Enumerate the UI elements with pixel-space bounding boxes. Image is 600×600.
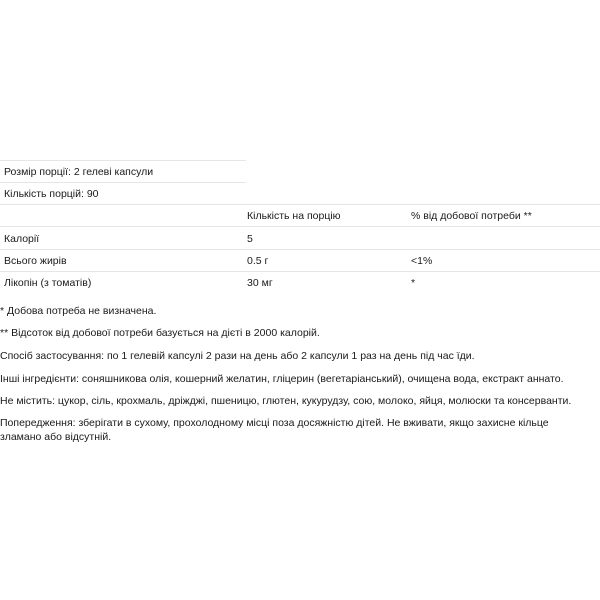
nutrient-name: Калорії (4, 233, 40, 245)
divider (0, 182, 246, 183)
divider (0, 160, 246, 161)
serving-size: Розмір порції: 2 гелеві капсули (4, 166, 154, 178)
nutrient-name: Всього жирів (4, 255, 67, 267)
servings-per-container: Кількість порцій: 90 (4, 188, 99, 200)
warning: Попередження: зберігати в сухому, прохолодному місці поза досяжністю дітей. Не вживати, якщо захисне кільце зламано або відсутній. (0, 417, 549, 443)
column-header-daily-value: % від добової потреби ** (411, 210, 532, 222)
nutrient-amount: 5 (247, 233, 253, 245)
divider (0, 226, 600, 227)
nutrient-daily-value: * (411, 277, 416, 289)
column-header-amount: Кількість на порцію (247, 210, 341, 222)
note-dv-basis: ** Відсоток від добової потреби базується на дієті в 2000 калорій. (0, 327, 320, 339)
nutrient-name: Лікопін (з томатів) (4, 277, 92, 289)
divider (0, 249, 600, 250)
nutrient-amount: 0.5 г (247, 255, 269, 267)
nutrient-daily-value: <1% (411, 255, 433, 267)
nutrient-amount: 30 мг (247, 277, 273, 289)
free-from: Не містить: цукор, сіль, крохмаль, дріжджі, пшеницю, глютен, кукурудзу, сою, молоко, яйця, молюски та консерванти. (0, 395, 572, 407)
note-dv-not-established: * Добова потреба не визначена. (0, 305, 157, 317)
divider (0, 271, 600, 272)
other-ingredients: Інші інгредієнти: соняшникова олія, кошерний желатин, гліцерин (вегетаріанський), очищена вода, екстракт аннато. (0, 373, 564, 385)
divider (0, 204, 600, 205)
directions: Спосіб застосування: по 1 гелевій капсулі 2 рази на день або 2 капсули 1 раз на день під час їди. (0, 350, 475, 362)
